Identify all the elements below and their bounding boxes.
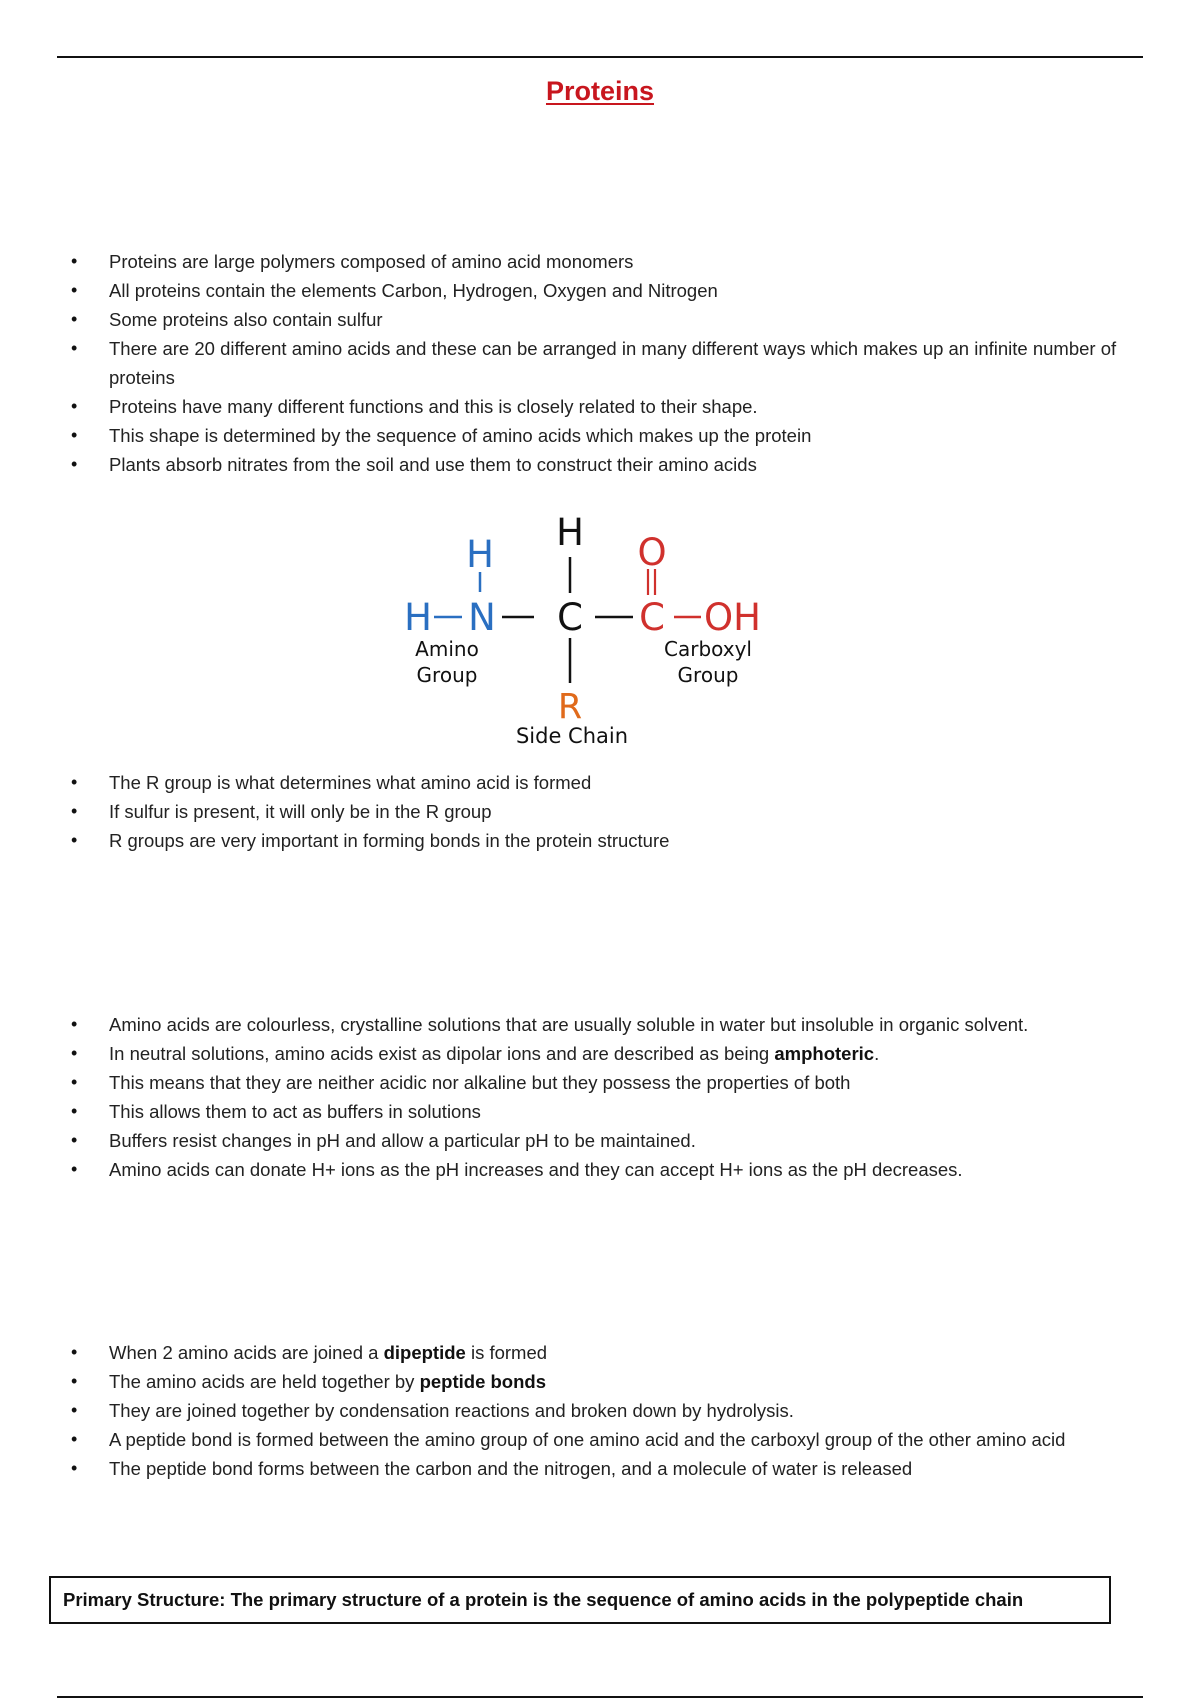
- amino-acid-structure-diagram: [390, 505, 790, 755]
- peptide-text: is formed: [465, 1342, 548, 1363]
- property-bullet: • This allows them to act as buffers in solutions: [0, 1097, 1125, 1126]
- property-bullet: [0, 1039, 1125, 1068]
- rgroup-bullet-list: [0, 768, 1125, 855]
- label-side-chain: Side Chain: [515, 724, 629, 748]
- rgroup-bullet: • The R group is what determines what amino acid is formed: [0, 768, 1125, 797]
- intro-bullet-list: [0, 247, 1125, 479]
- atom-amino-h-left: H: [404, 596, 432, 639]
- atom-carboxyl-c: C: [639, 596, 665, 639]
- peptide-bonds-term: peptide bonds: [419, 1371, 546, 1392]
- peptide-bullet: • The peptide bond forms between the carbon and the nitrogen, and a molecule of water is released: [0, 1454, 1125, 1483]
- label-carboxyl-line2: Group: [677, 663, 739, 687]
- intro-bullet: • There are 20 different amino acids and these can be arranged in many different ways which makes up an infinite number of proteins: [0, 334, 1125, 392]
- property-bullet: • Amino acids can donate H+ ions as the pH increases and they can accept H+ ions as the pH decreases.: [0, 1155, 1125, 1184]
- amphoteric-term: amphoteric: [774, 1043, 875, 1064]
- property-bullet: • Buffers resist changes in pH and allow a particular pH to be maintained.: [0, 1126, 1125, 1155]
- atom-carboxyl-o: O: [637, 531, 667, 574]
- label-amino-line2: Group: [416, 663, 478, 687]
- intro-bullet: • All proteins contain the elements Carbon, Hydrogen, Oxygen and Nitrogen: [0, 276, 1125, 305]
- label-carboxyl-line1: Carboxyl: [664, 637, 752, 661]
- intro-bullet: • Some proteins also contain sulfur: [0, 305, 1125, 334]
- intro-bullet: • This shape is determined by the sequence of amino acids which makes up the protein: [0, 421, 1125, 450]
- label-amino-line1: Amino: [415, 637, 479, 661]
- dipeptide-term: dipeptide: [383, 1342, 466, 1363]
- top-rule: [57, 56, 1143, 58]
- property-text: .: [874, 1043, 880, 1064]
- intro-bullet: • Proteins have many different functions and this is closely related to their shape.: [0, 392, 1125, 421]
- intro-bullet: • Proteins are large polymers composed of amino acid monomers: [0, 247, 1125, 276]
- atom-alpha-h: H: [556, 511, 584, 554]
- properties-bullet-list: [0, 1010, 1125, 1184]
- peptide-bullet-list: [0, 1338, 1125, 1483]
- page-title: Proteins: [545, 76, 655, 106]
- peptide-bullet: • They are joined together by condensation reactions and broken down by hydrolysis.: [0, 1396, 1125, 1425]
- rgroup-bullet: • If sulfur is present, it will only be in the R group: [0, 797, 1125, 826]
- property-bullet: • This means that they are neither acidic nor alkaline but they possess the properties of both: [0, 1068, 1125, 1097]
- property-bullet: • Amino acids are colourless, crystalline solutions that are usually soluble in water but insoluble in organic solvent.: [0, 1010, 1125, 1039]
- bottom-rule: [57, 1696, 1143, 1698]
- property-text: In neutral solutions, amino acids exist as dipolar ions and are described as being: [109, 1043, 775, 1064]
- primary-structure-definition-box: Primary Structure: The primary structure of a protein is the sequence of amino acids in the polypeptide chain: [49, 1576, 1111, 1624]
- peptide-text: When 2 amino acids are joined a: [109, 1342, 384, 1363]
- atom-side-r: R: [557, 687, 583, 727]
- peptide-bullet: [0, 1367, 1125, 1396]
- rgroup-bullet: • R groups are very important in forming bonds in the protein structure: [0, 826, 1125, 855]
- atom-alpha-c: C: [557, 596, 583, 639]
- intro-bullet: • Plants absorb nitrates from the soil and use them to construct their amino acids: [0, 450, 1125, 479]
- atom-carboxyl-oh: OH: [704, 596, 761, 639]
- atom-amino-n: N: [468, 596, 496, 639]
- peptide-bullet: • A peptide bond is formed between the amino group of one amino acid and the carboxyl group of the other amino acid: [0, 1425, 1125, 1454]
- atom-amino-h-top: H: [466, 533, 494, 576]
- peptide-bullet: [0, 1338, 1125, 1367]
- peptide-text: The amino acids are held together by: [109, 1371, 420, 1392]
